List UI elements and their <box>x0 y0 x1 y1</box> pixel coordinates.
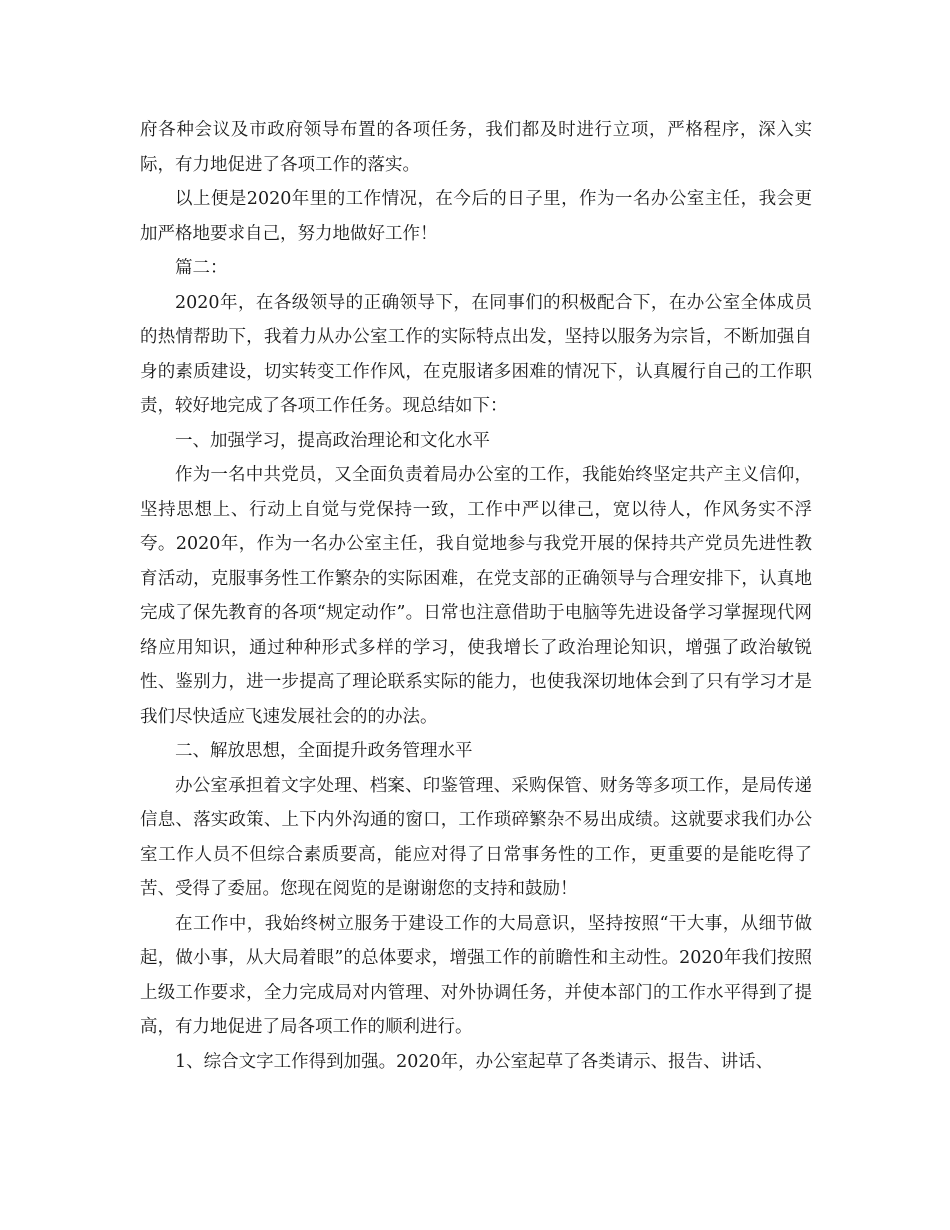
section-label: 篇二： <box>175 258 228 278</box>
section-heading: 二、解放思想，全面提升政务管理水平 <box>175 741 473 761</box>
paragraph-continued: 府各种会议及市政府领导布置的各项任务，我们都及时进行立项，严格程序，深入实际，有力地促进了各项工作的落实。 <box>140 120 812 175</box>
paragraph: 2020年，在各级领导的正确领导下，在同事们的积极配合下，在办公室全体成员的热情帮助下，我着力从办公室工作的实际特点出发，坚持以服务为宗旨，不断加强自身的素质建设，切实转变工作作风，在克服诸多困难的情况下，认真履行自己的工作职责，较好地完成了各项工作任务。现总结如下： <box>140 292 812 416</box>
paragraph: 1、综合文字工作得到加强。2020年，办公室起草了各类请示、报告、讲话、 <box>175 1051 774 1072</box>
paragraph: 办公室承担着文字处理、档案、印鉴管理、采购保管、财务等多项工作，是局传递信息、落实政策、上下内外沟通的窗口，工作琐碎繁杂不易出成绩。这就要求我们办公室工作人员不但综合素质要高，能应对得了日常事务性的工作，更重要的是能吃得了苦、受得了委屈。您现在阅览的是谢谢您的支持和鼓励！ <box>140 775 812 899</box>
paragraph: 作为一名中共党员，又全面负责着局办公室的工作，我能始终坚定共产主义信仰，坚持思想上、行动上自觉与党保持一致，工作中严以律己，宽以待人，作风务实不浮夸。2020年，作为一名办公室主任，我自觉地参与我党开展的保持共产党员先进性教育活动，克服事务性工作繁杂的实际困难，在党支部的正确领导与合理安排下，认真地完成了保先教育的各项“规定动作”。日常也注意借助于电脑等先进设备学习掌握现代网络应用知识，通过种种形式多样的学习，使我增长了政治理论知识，增强了政治敏锐性、鉴别力，进一步提高了理论联系实际的能力，也使我深切地体会到了只有学习才是我们尽快适应飞速发展社会的的办法。 <box>140 465 812 727</box>
paragraph: 在工作中，我始终树立服务于建设工作的大局意识，坚持按照“干大事，从细节做起，做小事，从大局着眼”的总体要求，增强工作的前瞻性和主动性。2020年我们按照上级工作要求，全力完成局对内管理、对外协调任务，并使本部门的工作水平得到了提高，有力地促进了局各项工作的顺利进行。 <box>140 913 812 1037</box>
section-heading: 一、加强学习，提高政治理论和文化水平 <box>175 430 490 451</box>
paragraph: 以上便是2020年里的工作情况，在今后的日子里，作为一名办公室主任，我会更加严格地要求自己，努力地做好工作！ <box>140 189 812 244</box>
document-body <box>140 113 812 1079</box>
